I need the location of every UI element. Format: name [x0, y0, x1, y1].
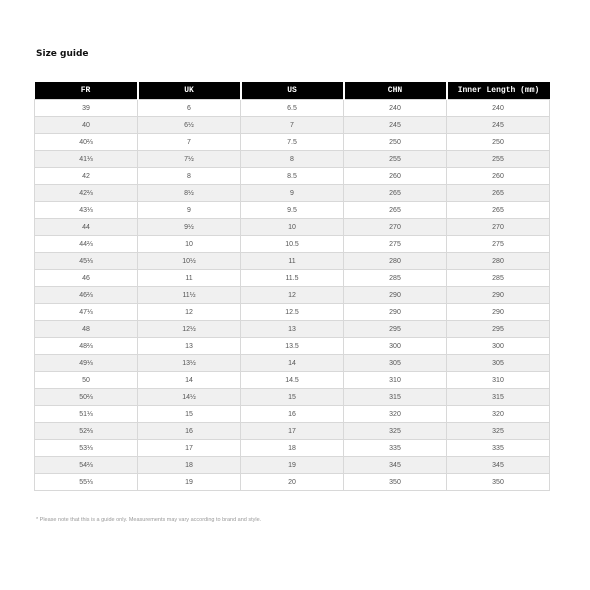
cell-fr: 44	[35, 219, 138, 236]
column-header-inner-length: Inner Length (mm)	[447, 82, 550, 100]
cell-uk: 6½	[138, 117, 241, 134]
table-row	[35, 406, 550, 423]
cell-uk: 8	[138, 168, 241, 185]
cell-chn: 310	[344, 372, 447, 389]
cell-inner-length: 335	[447, 440, 550, 457]
cell-uk: 11½	[138, 287, 241, 304]
cell-uk: 16	[138, 423, 241, 440]
cell-fr: 45⅓	[35, 253, 138, 270]
table-row	[35, 457, 550, 474]
cell-uk: 9½	[138, 219, 241, 236]
cell-uk: 11	[138, 270, 241, 287]
cell-us: 7.5	[241, 134, 344, 151]
cell-chn: 290	[344, 304, 447, 321]
cell-chn: 350	[344, 474, 447, 491]
table-row	[35, 304, 550, 321]
cell-fr: 50⅔	[35, 389, 138, 406]
cell-us: 11.5	[241, 270, 344, 287]
cell-chn: 270	[344, 219, 447, 236]
cell-uk: 19	[138, 474, 241, 491]
cell-inner-length: 280	[447, 253, 550, 270]
cell-fr: 50	[35, 372, 138, 389]
cell-inner-length: 265	[447, 202, 550, 219]
table-row	[35, 253, 550, 270]
cell-fr: 51⅓	[35, 406, 138, 423]
cell-inner-length: 300	[447, 338, 550, 355]
column-header-fr: FR	[35, 82, 138, 100]
cell-chn: 315	[344, 389, 447, 406]
cell-chn: 280	[344, 253, 447, 270]
table-row	[35, 270, 550, 287]
cell-uk: 10½	[138, 253, 241, 270]
table-row	[35, 338, 550, 355]
cell-fr: 41⅓	[35, 151, 138, 168]
column-header-uk: UK	[138, 82, 241, 100]
table-row	[35, 219, 550, 236]
cell-fr: 52⅔	[35, 423, 138, 440]
table-row	[35, 185, 550, 202]
table-row	[35, 100, 550, 117]
table-row	[35, 287, 550, 304]
cell-fr: 42⅔	[35, 185, 138, 202]
table-header-row	[35, 82, 550, 100]
cell-uk: 17	[138, 440, 241, 457]
table-row	[35, 474, 550, 491]
cell-fr: 40	[35, 117, 138, 134]
cell-fr: 55⅓	[35, 474, 138, 491]
table-row	[35, 423, 550, 440]
table-row	[35, 355, 550, 372]
cell-inner-length: 325	[447, 423, 550, 440]
cell-us: 10.5	[241, 236, 344, 253]
cell-chn: 250	[344, 134, 447, 151]
cell-us: 7	[241, 117, 344, 134]
table-row	[35, 168, 550, 185]
cell-inner-length: 320	[447, 406, 550, 423]
cell-inner-length: 240	[447, 100, 550, 117]
cell-chn: 275	[344, 236, 447, 253]
cell-fr: 39	[35, 100, 138, 117]
table-row	[35, 372, 550, 389]
cell-us: 13.5	[241, 338, 344, 355]
cell-uk: 12	[138, 304, 241, 321]
cell-us: 13	[241, 321, 344, 338]
cell-chn: 295	[344, 321, 447, 338]
table-row	[35, 151, 550, 168]
table-row	[35, 389, 550, 406]
cell-inner-length: 315	[447, 389, 550, 406]
disclaimer-note: * Please note that this is a guide only. Measurements may vary according to brand and style.	[36, 517, 262, 523]
cell-chn: 345	[344, 457, 447, 474]
cell-inner-length: 265	[447, 185, 550, 202]
cell-fr: 48⅔	[35, 338, 138, 355]
cell-uk: 13	[138, 338, 241, 355]
column-header-us: US	[241, 82, 344, 100]
table-row	[35, 440, 550, 457]
cell-us: 18	[241, 440, 344, 457]
cell-us: 12	[241, 287, 344, 304]
cell-uk: 14	[138, 372, 241, 389]
cell-inner-length: 270	[447, 219, 550, 236]
cell-us: 11	[241, 253, 344, 270]
cell-chn: 300	[344, 338, 447, 355]
cell-chn: 265	[344, 185, 447, 202]
cell-uk: 13½	[138, 355, 241, 372]
cell-us: 16	[241, 406, 344, 423]
cell-us: 19	[241, 457, 344, 474]
cell-uk: 9	[138, 202, 241, 219]
cell-fr: 54⅔	[35, 457, 138, 474]
cell-uk: 6	[138, 100, 241, 117]
table-row	[35, 202, 550, 219]
cell-chn: 265	[344, 202, 447, 219]
column-header-chn: CHN	[344, 82, 447, 100]
cell-inner-length: 305	[447, 355, 550, 372]
cell-chn: 245	[344, 117, 447, 134]
cell-fr: 47⅓	[35, 304, 138, 321]
cell-chn: 290	[344, 287, 447, 304]
cell-inner-length: 290	[447, 304, 550, 321]
cell-inner-length: 245	[447, 117, 550, 134]
page-title: Size guide	[36, 49, 89, 59]
cell-us: 14	[241, 355, 344, 372]
cell-uk: 8½	[138, 185, 241, 202]
size-guide-table	[34, 82, 550, 491]
cell-us: 12.5	[241, 304, 344, 321]
cell-inner-length: 290	[447, 287, 550, 304]
cell-chn: 255	[344, 151, 447, 168]
cell-fr: 43⅓	[35, 202, 138, 219]
cell-inner-length: 275	[447, 236, 550, 253]
cell-chn: 325	[344, 423, 447, 440]
cell-chn: 335	[344, 440, 447, 457]
cell-us: 8.5	[241, 168, 344, 185]
cell-inner-length: 255	[447, 151, 550, 168]
table-row	[35, 321, 550, 338]
cell-chn: 320	[344, 406, 447, 423]
cell-fr: 53⅓	[35, 440, 138, 457]
cell-fr: 48	[35, 321, 138, 338]
cell-us: 15	[241, 389, 344, 406]
cell-inner-length: 285	[447, 270, 550, 287]
cell-chn: 305	[344, 355, 447, 372]
table-row	[35, 117, 550, 134]
cell-uk: 10	[138, 236, 241, 253]
cell-inner-length: 250	[447, 134, 550, 151]
cell-fr: 44⅔	[35, 236, 138, 253]
cell-us: 10	[241, 219, 344, 236]
cell-us: 8	[241, 151, 344, 168]
cell-uk: 7½	[138, 151, 241, 168]
cell-inner-length: 310	[447, 372, 550, 389]
cell-fr: 46⅔	[35, 287, 138, 304]
cell-inner-length: 295	[447, 321, 550, 338]
cell-uk: 18	[138, 457, 241, 474]
cell-chn: 240	[344, 100, 447, 117]
cell-uk: 14½	[138, 389, 241, 406]
cell-us: 9.5	[241, 202, 344, 219]
table-body	[35, 100, 550, 491]
cell-uk: 15	[138, 406, 241, 423]
cell-inner-length: 260	[447, 168, 550, 185]
table-row	[35, 236, 550, 253]
cell-chn: 285	[344, 270, 447, 287]
cell-fr: 40⅔	[35, 134, 138, 151]
cell-inner-length: 350	[447, 474, 550, 491]
cell-uk: 12½	[138, 321, 241, 338]
cell-us: 20	[241, 474, 344, 491]
cell-us: 9	[241, 185, 344, 202]
cell-uk: 7	[138, 134, 241, 151]
cell-us: 14.5	[241, 372, 344, 389]
cell-chn: 260	[344, 168, 447, 185]
cell-us: 17	[241, 423, 344, 440]
cell-fr: 42	[35, 168, 138, 185]
cell-fr: 49⅓	[35, 355, 138, 372]
table-row	[35, 134, 550, 151]
cell-fr: 46	[35, 270, 138, 287]
cell-inner-length: 345	[447, 457, 550, 474]
cell-us: 6.5	[241, 100, 344, 117]
